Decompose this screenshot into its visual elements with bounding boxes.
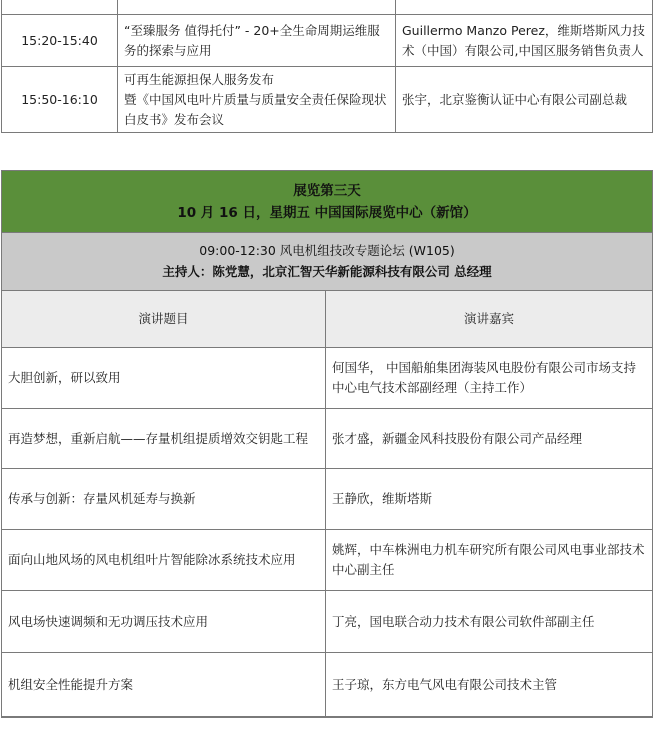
time-cell: [2, 0, 118, 15]
talk-speaker: 王子琼，东方电气风电有限公司技术主管: [326, 653, 653, 717]
table-row: [2, 67, 653, 133]
talk-topic: 机组安全性能提升方案: [2, 653, 326, 717]
day3-section: [1, 170, 653, 718]
talk-speaker: 姚辉，中车株洲电力机车研究所有限公司风电事业部技术中心副主任: [326, 530, 653, 591]
day-header: [2, 171, 652, 233]
time-cell: 15:20-15:40: [2, 15, 118, 67]
day-title: 展览第三天: [293, 183, 361, 199]
talk-speaker: 丁亮，国电联合动力技术有限公司软件部副主任: [326, 591, 653, 653]
talk-topic: 面向山地风场的风电机组叶片智能除冰系统技术应用: [2, 530, 326, 591]
talk-topic: 大胆创新，研以致用: [2, 348, 326, 409]
talk-topic: 再造梦想，重新启航——存量机组提质增效交钥匙工程: [2, 409, 326, 469]
talk-topic: 传承与创新：存量风机延寿与换新: [2, 469, 326, 530]
talk-speaker: 王静欣，维斯塔斯: [326, 469, 653, 530]
table-header-row: [2, 291, 652, 348]
table-row: [2, 0, 653, 15]
column-header-speaker: 演讲嘉宾: [326, 291, 653, 348]
table-row: [2, 591, 652, 653]
table-row: [2, 469, 652, 530]
schedule-table-day2-tail: [1, 0, 653, 133]
talk-topic: 风电场快速调频和无功调压技术应用: [2, 591, 326, 653]
time-cell: 15:50-16:10: [2, 67, 118, 133]
talk-speaker: 何国华， 中国船舶集团海装风电股份有限公司市场支持中心电气技术部副经理（主持工作）: [326, 348, 653, 409]
column-header-topic: 演讲题目: [2, 291, 326, 348]
topic-cell: “至臻服务 值得托付” - 20+全生命周期运维服务的探索与应用: [118, 15, 396, 67]
speaker-cell: 张宇，北京鉴衡认证中心有限公司副总裁: [396, 67, 653, 133]
topic-cell: 可再生能源担保人服务发布 暨《中国风电叶片质量与质量安全责任保险现状白皮书》发布会议: [118, 67, 396, 133]
day-date-venue: 10 月 16 日，星期五 中国国际展览中心（新馆）: [177, 205, 477, 221]
table-row: [2, 348, 652, 409]
speaker-cell: Guillermo Manzo Perez，维斯塔斯风力技术（中国）有限公司,中国区服务销售负责人: [396, 15, 653, 67]
forum-header: [2, 233, 652, 291]
talks-table: [2, 291, 652, 717]
topic-cell: [118, 0, 396, 15]
forum-host: 主持人：陈党慧，北京汇智天华新能源科技有限公司 总经理: [162, 264, 492, 279]
table-row: [2, 653, 652, 717]
table-row: [2, 409, 652, 469]
talk-speaker: 张才盛，新疆金风科技股份有限公司产品经理: [326, 409, 653, 469]
speaker-cell: [396, 0, 653, 15]
table-row: [2, 15, 653, 67]
forum-title: 09:00-12:30 风电机组技改专题论坛 (W105): [199, 243, 455, 258]
table-row: [2, 530, 652, 591]
